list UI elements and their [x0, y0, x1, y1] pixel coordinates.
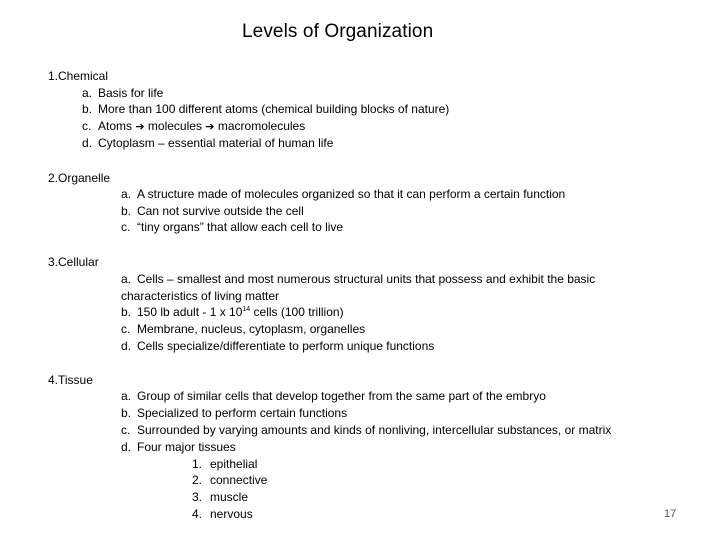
arrow-right-icon: ➔ [135, 121, 145, 133]
exponent: 14 [242, 306, 251, 313]
list-item-text: Four major tissues [137, 440, 236, 454]
section-heading-tissue: 4.Tissue [48, 373, 93, 387]
list-item [121, 338, 434, 354]
list-marker: c. [82, 119, 92, 133]
list-marker: a. [121, 272, 132, 286]
list-item [121, 219, 343, 235]
list-item-text: A structure made of molecules organized so that it can perform a certain function [137, 187, 566, 201]
list-item [82, 118, 305, 135]
list-item-text: 150 lb adult - 1 x 10 [137, 305, 243, 319]
list-marker: a. [82, 86, 93, 100]
section-heading-chemical: 1.Chemical [48, 69, 109, 83]
section-heading-organelle: 2.Organelle [48, 171, 111, 185]
list-item-text: cells (100 trillion) [250, 305, 344, 319]
list-item [121, 388, 546, 404]
list-item [82, 101, 449, 117]
sublist-item [192, 456, 257, 472]
list-item-text: Cells specialize/differentiate to perform unique functions [137, 339, 435, 353]
sublist-item [192, 472, 267, 488]
list-item [121, 422, 611, 438]
list-marker: a. [121, 187, 132, 201]
list-item-text: macromolecules [217, 119, 306, 133]
list-item-text: Cells – smallest and most numerous structural units that possess and exhibit the basic [137, 272, 596, 286]
list-marker: d. [121, 339, 132, 353]
arrow-right-icon: ➔ [205, 121, 215, 133]
list-item-text: Surrounded by varying amounts and kinds of nonliving, intercellular substances, or matrix [137, 423, 612, 437]
list-item-text: “tiny organs” that allow each cell to live [137, 220, 344, 234]
page-title: Levels of Organization [242, 21, 434, 42]
list-item-continuation: characteristics of living matter [121, 289, 280, 303]
list-item-text: Can not survive outside the cell [137, 204, 304, 218]
list-marker: 3. [192, 490, 203, 504]
list-marker: c. [121, 322, 131, 336]
list-marker: 1. [192, 457, 203, 471]
section-heading-cellular: 3.Cellular [48, 255, 99, 269]
list-item-text: epithelial [210, 457, 258, 471]
list-item-text: nervous [210, 507, 253, 521]
page-number: 17 [664, 508, 677, 520]
list-marker: 2. [192, 473, 203, 487]
list-marker: c. [121, 220, 131, 234]
list-item-text: molecules [147, 119, 202, 133]
list-marker: b. [82, 102, 93, 116]
list-marker: b. [121, 406, 132, 420]
list-marker: d. [82, 136, 93, 150]
sublist-item [192, 489, 248, 505]
list-item-text: More than 100 different atoms (chemical building blocks of nature) [98, 102, 450, 116]
list-item [121, 439, 236, 455]
list-item-text: Basis for life [98, 86, 164, 100]
list-marker: b. [121, 204, 132, 218]
list-item-text: Specialized to perform certain functions [137, 406, 348, 420]
list-marker: 4. [192, 507, 203, 521]
list-item-text: connective [210, 473, 268, 487]
list-marker: d. [121, 440, 132, 454]
list-item [82, 135, 333, 151]
list-item [121, 405, 347, 421]
list-item-text: Atoms [98, 119, 133, 133]
list-marker: c. [121, 423, 131, 437]
list-item-text: Cytoplasm – essential material of human life [98, 136, 334, 150]
list-item [121, 321, 365, 337]
list-item-text: Membrane, nucleus, cytoplasm, organelles [137, 322, 366, 336]
sublist-item [192, 506, 253, 522]
list-item [121, 304, 344, 320]
list-item-text: muscle [210, 490, 249, 504]
list-item [121, 186, 565, 202]
list-item [121, 203, 304, 219]
list-item [82, 85, 163, 101]
list-item [121, 271, 595, 287]
list-item-text: Group of similar cells that develop together from the same part of the embryo [137, 389, 546, 403]
list-marker: a. [121, 389, 132, 403]
list-marker: b. [121, 305, 132, 319]
